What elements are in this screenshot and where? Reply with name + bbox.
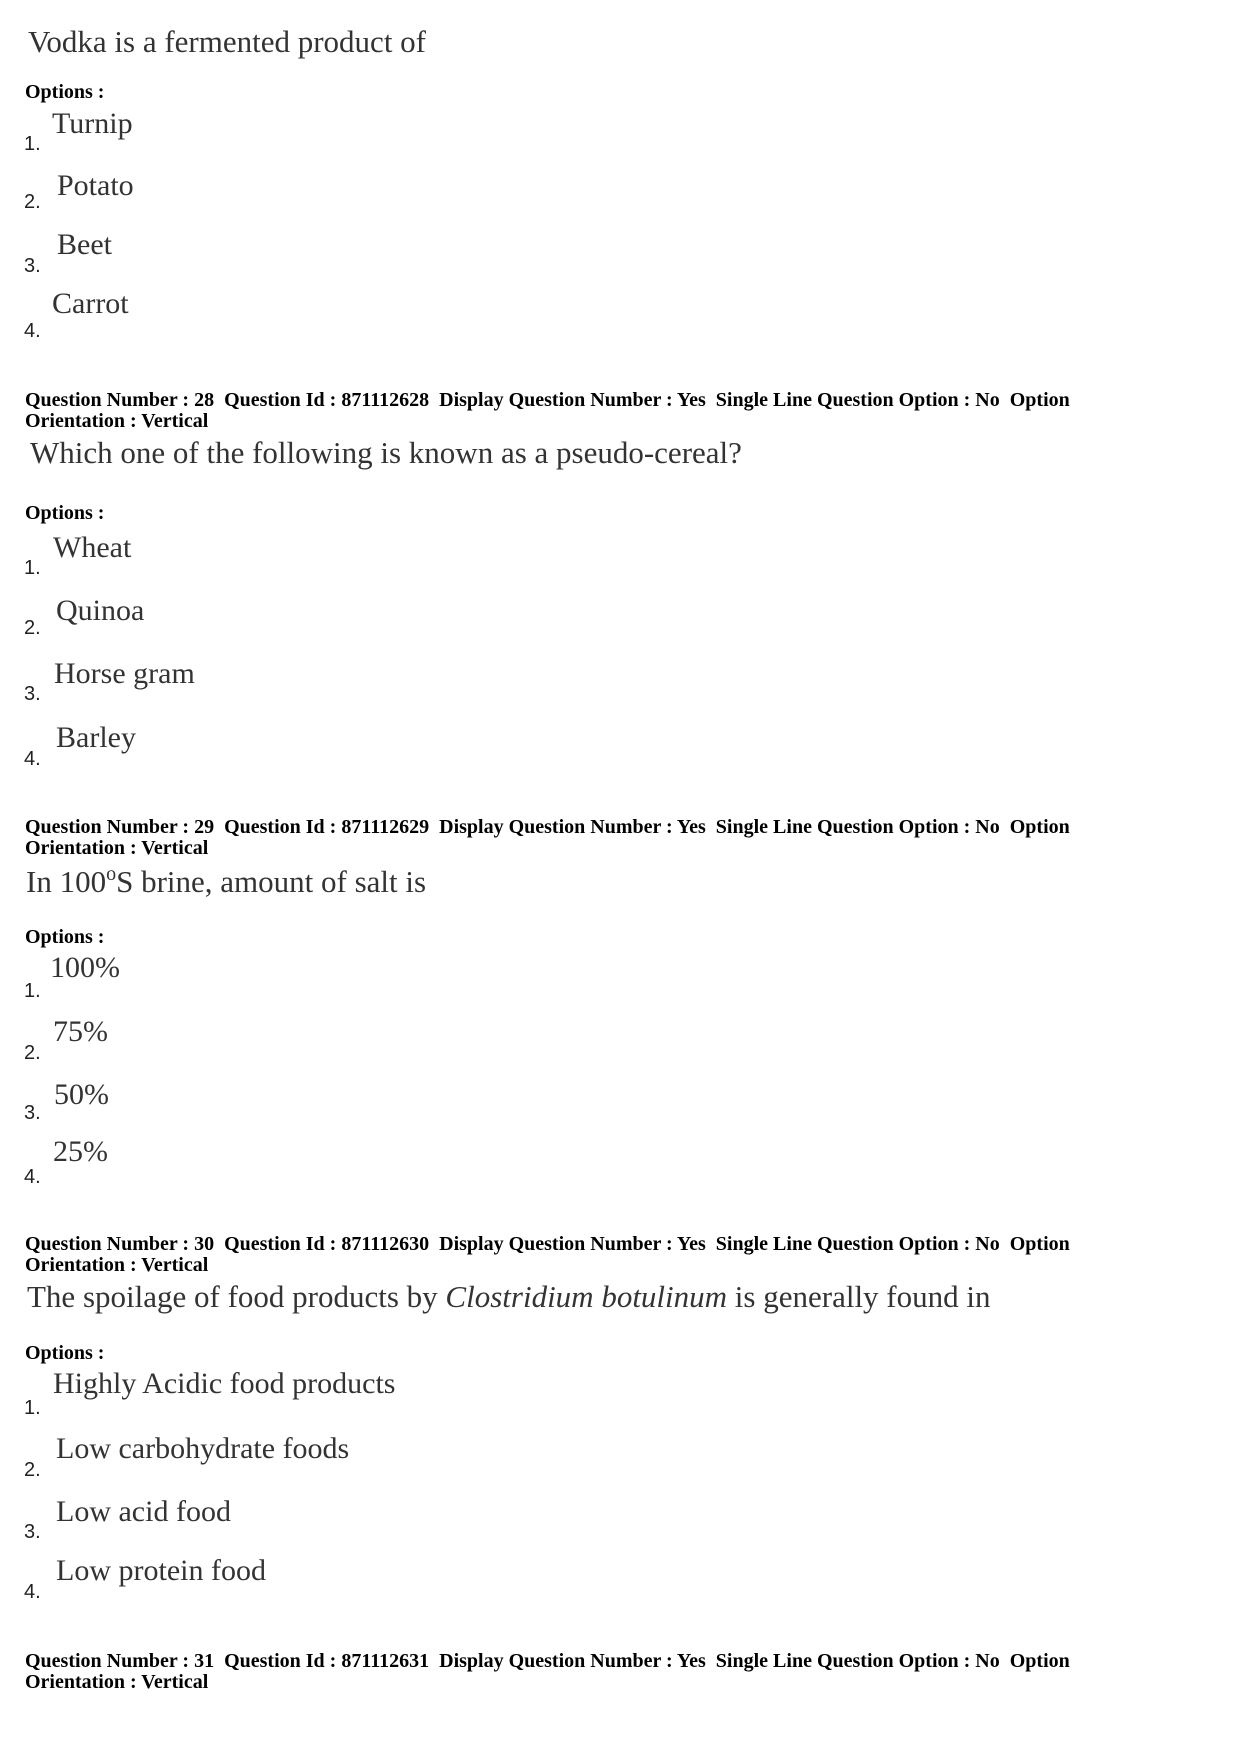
question-27-option-2-number: 2. xyxy=(24,191,41,213)
question-29-option-4-number: 4. xyxy=(24,1166,41,1188)
question-29-text-suffix: S brine, amount of salt is xyxy=(116,864,427,899)
question-28-header xyxy=(25,390,1145,432)
question-30-option-2-text: Low carbohydrate foods xyxy=(56,1432,350,1465)
question-28-option-1-text: Wheat xyxy=(53,531,132,564)
question-30-meta-line-1: Question Number : 30 Question Id : 871112630 Display Question Number : Yes Single Line Question Option : No Option xyxy=(25,1233,1070,1255)
question-29-option-4-text: 25% xyxy=(53,1135,108,1168)
question-29-text-prefix: In 100 xyxy=(26,864,107,899)
question-28-option-4-text: Barley xyxy=(56,721,136,754)
question-27-option-3-text: Beet xyxy=(57,228,112,261)
question-31-header xyxy=(25,1651,1145,1693)
question-29-option-1-number: 1. xyxy=(24,980,41,1002)
question-28-option-3-number: 3. xyxy=(24,683,41,705)
question-30-option-1-text: Highly Acidic food products xyxy=(53,1367,396,1400)
question-29-option-1-text: 100% xyxy=(50,951,120,984)
question-28-option-1-number: 1. xyxy=(24,557,41,579)
question-29-text xyxy=(26,863,427,899)
question-27-options-label: Options : xyxy=(25,81,105,103)
question-29-meta-line-1: Question Number : 29 Question Id : 871112629 Display Question Number : Yes Single Line Question Option : No Option xyxy=(25,816,1070,838)
question-29-option-2-number: 2. xyxy=(24,1042,41,1064)
question-27-option-3-number: 3. xyxy=(24,255,41,277)
question-30-meta-line-2: Orientation : Vertical xyxy=(25,1254,209,1276)
question-28-option-3-text: Horse gram xyxy=(54,657,195,690)
question-27-option-4-number: 4. xyxy=(24,320,41,342)
question-30-option-2-number: 2. xyxy=(24,1459,41,1481)
question-30-option-4-number: 4. xyxy=(24,1581,41,1603)
question-27-option-1-text: Turnip xyxy=(52,107,133,140)
question-31-meta-line-1: Question Number : 31 Question Id : 871112631 Display Question Number : Yes Single Line Question Option : No Option xyxy=(25,1650,1070,1672)
question-27-option-1-number: 1. xyxy=(24,133,41,155)
question-28-option-2-text: Quinoa xyxy=(56,594,145,627)
question-27-option-4-text: Carrot xyxy=(52,287,129,320)
question-29-option-3-number: 3. xyxy=(24,1102,41,1124)
question-28-option-4-number: 4. xyxy=(24,748,41,770)
question-28-option-2-number: 2. xyxy=(24,617,41,639)
question-29-options-label: Options : xyxy=(25,926,105,948)
question-30-header xyxy=(25,1234,1145,1276)
question-28-meta-line-2: Orientation : Vertical xyxy=(25,410,209,432)
question-30-option-4-text: Low protein food xyxy=(56,1554,266,1587)
question-27-option-2-text: Potato xyxy=(57,169,134,202)
question-27-text: Vodka is a fermented product of xyxy=(28,24,427,59)
question-30-text xyxy=(27,1281,991,1312)
question-30-option-3-text: Low acid food xyxy=(56,1495,231,1528)
question-28-text: Which one of the following is known as a pseudo-cereal? xyxy=(30,435,742,470)
degree-symbol: o xyxy=(106,863,117,885)
question-29-option-3-text: 50% xyxy=(54,1078,109,1111)
species-name: Clostridium botulinum xyxy=(445,1279,728,1314)
question-29-header xyxy=(25,817,1145,859)
question-30-text-prefix: The spoilage of food products by xyxy=(27,1279,446,1314)
question-28-meta-line-1: Question Number : 28 Question Id : 871112628 Display Question Number : Yes Single Line Question Option : No Option xyxy=(25,389,1070,411)
question-29-meta-line-2: Orientation : Vertical xyxy=(25,837,209,859)
question-28-options-label: Options : xyxy=(25,502,105,524)
question-30-option-3-number: 3. xyxy=(24,1521,41,1543)
question-30-option-1-number: 1. xyxy=(24,1397,41,1419)
question-30-options-label: Options : xyxy=(25,1342,105,1364)
question-30-text-suffix: is generally found in xyxy=(727,1279,991,1314)
question-31-meta-line-2: Orientation : Vertical xyxy=(25,1671,209,1693)
question-29-option-2-text: 75% xyxy=(53,1015,108,1048)
